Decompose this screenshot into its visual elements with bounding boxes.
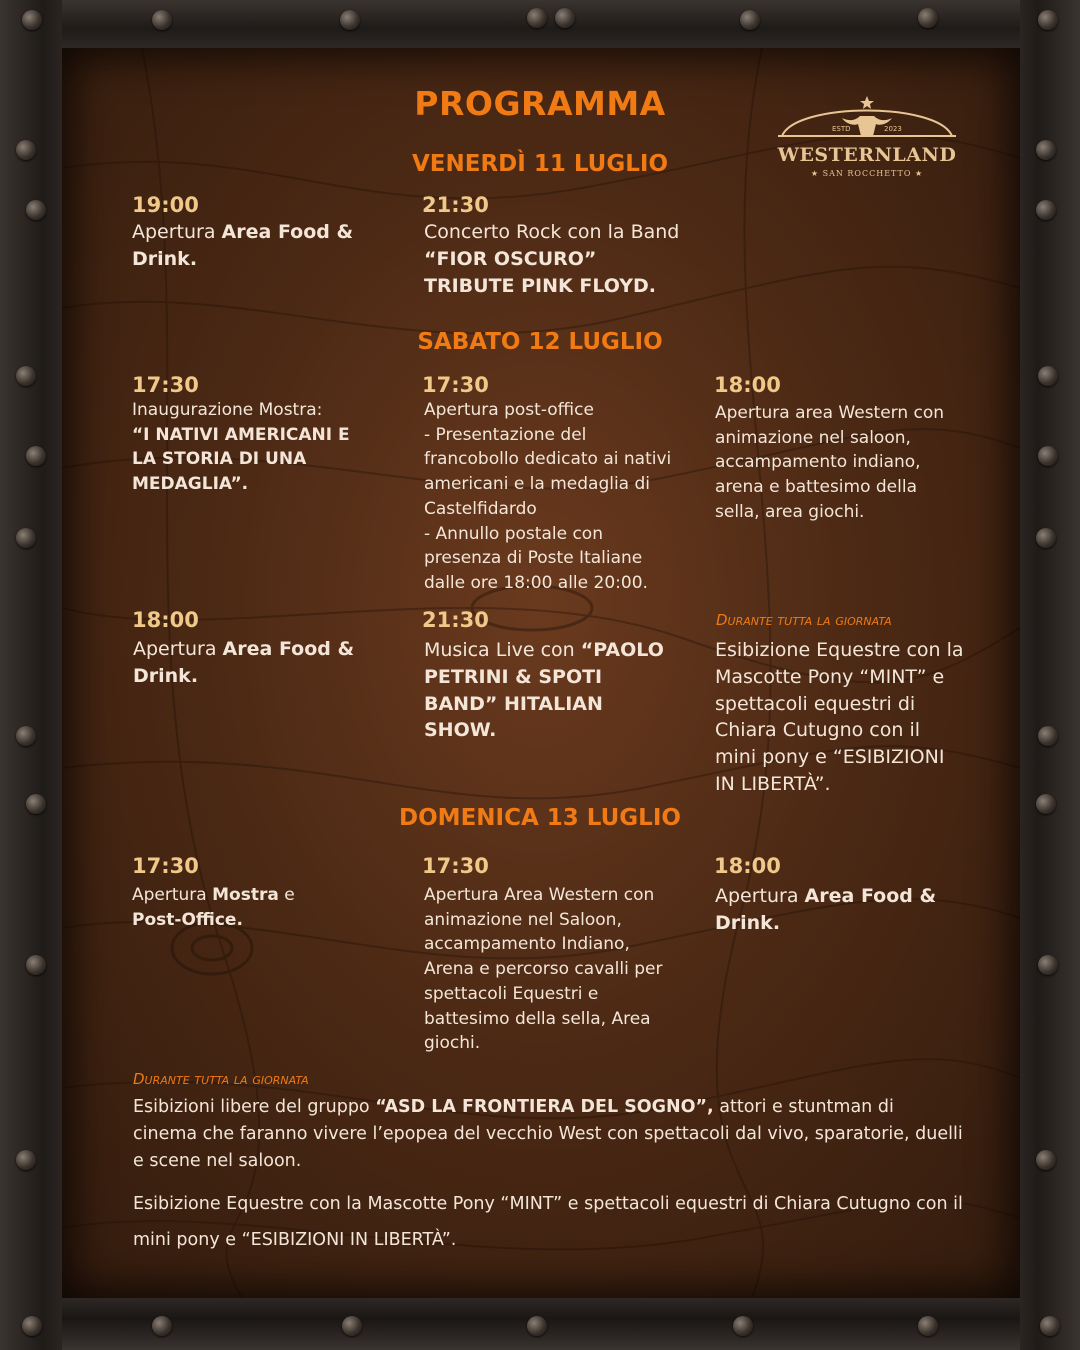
event-description	[132, 219, 362, 273]
event-highlight: TRIBUTE PINK FLOYD.	[424, 274, 656, 297]
event-highlight: Mostra	[212, 885, 279, 905]
event-time: 19:00	[132, 193, 199, 217]
event-text: Apertura	[715, 885, 805, 907]
rivet-icon	[1038, 446, 1058, 466]
all-day-label: Durante tutta la giornata	[133, 1070, 309, 1088]
bull-skull-icon	[776, 92, 958, 152]
rivet-icon	[16, 726, 36, 746]
event-description: Apertura area Western con animazione nel saloon, accampamento indiano, arena e battesimo della sella, area giochi.	[715, 403, 945, 522]
all-day-paragraph	[133, 1094, 963, 1175]
all-day-paragraph: Esibizione Equestre con la Mascotte Pony “MINT” e spettacoli equestri di Chiara Cutugno con il mini pony e “ESIBIZIONI IN LIBERTÀ”.	[133, 1194, 963, 1250]
logo-subtitle: ★ SAN ROCCHETTO ★	[810, 169, 924, 178]
rivet-icon	[1038, 726, 1058, 746]
rivet-icon	[26, 446, 46, 466]
event-description	[132, 883, 362, 932]
event-description	[132, 398, 362, 497]
event-time: 18:00	[714, 854, 781, 878]
event-time: 17:30	[422, 373, 489, 397]
rivet-icon	[733, 1316, 753, 1336]
day-heading-saturday: SABATO 12 LUGLIO	[417, 329, 663, 355]
event-highlight: Area Food & Drink.	[133, 638, 355, 687]
event-text: Concerto Rock con la Band	[424, 221, 680, 243]
rivet-icon	[1036, 1150, 1056, 1170]
event-highlight: Post-Office.	[132, 909, 243, 930]
rivet-icon	[152, 10, 172, 30]
page-title: PROGRAMMA	[414, 84, 666, 123]
event-time: 18:00	[132, 608, 199, 632]
event-description	[133, 636, 363, 690]
paragraph-text: attori e stuntman di cinema che faranno vivere l’epopea del vecchio West con spettacoli dal vivo, sparatorie, duelli e scene nel saloon.	[133, 1097, 963, 1171]
event-description	[424, 637, 674, 744]
event-highlight: “FIOR OSCURO”	[424, 247, 597, 270]
day-heading-friday: VENERDÌ 11 LUGLIO	[411, 151, 668, 177]
rivet-icon	[26, 955, 46, 975]
rivet-icon	[918, 1316, 938, 1336]
rivet-icon	[1038, 955, 1058, 975]
logo-name: WESTERNLAND	[777, 144, 957, 166]
day-heading-sunday: DOMENICA 13 LUGLIO	[399, 805, 681, 831]
event-highlight: Area Food & Drink.	[132, 221, 354, 270]
event-time: 18:00	[714, 373, 781, 397]
event-description	[715, 883, 945, 937]
rivet-icon	[16, 366, 36, 386]
event-highlight: Area Food & Drink.	[715, 885, 937, 934]
event-description	[424, 219, 684, 299]
rivet-icon	[1040, 1316, 1060, 1336]
event-description: Apertura post-office - Presentazione del francobollo dedicato ai nativi americani e la medaglia di Castelfidardo - Annullo postale con presenza di Poste Italiane dalle ore 18:00 alle 20:00.	[424, 400, 672, 593]
event-text: Musica Live con	[424, 639, 581, 661]
paragraph-text: Esibizioni libere del gruppo	[133, 1097, 376, 1117]
paragraph-highlight: “ASD LA FRONTIERA DEL SOGNO”,	[375, 1097, 714, 1117]
event-time: 21:30	[422, 193, 489, 217]
event-text: Apertura	[132, 885, 213, 905]
event-highlight: “I NATIVI AMERICANI E LA STORIA DI UNA MEDAGLIA”.	[132, 424, 350, 495]
event-time: 17:30	[422, 854, 489, 878]
rivet-icon	[527, 1316, 547, 1336]
all-day-label: Durante tutta la giornata	[716, 611, 892, 629]
event-text: Apertura	[132, 221, 222, 243]
event-text: Apertura	[133, 638, 223, 660]
rivet-icon	[26, 200, 46, 220]
rivet-icon	[152, 1316, 172, 1336]
rivet-icon	[555, 8, 575, 28]
event-text: Inaugurazione Mostra:	[132, 400, 323, 420]
event-time: 21:30	[422, 608, 489, 632]
rivet-icon	[342, 1316, 362, 1336]
rivet-icon	[1038, 10, 1058, 30]
rivet-icon	[918, 8, 938, 28]
rivet-icon	[1038, 366, 1058, 386]
event-highlight: “PAOLO PETRINI & SPOTI BAND” HITALIAN SHOW.	[424, 639, 664, 742]
rivet-icon	[340, 10, 360, 30]
event-time: 17:30	[132, 854, 199, 878]
logo-year: 2023	[884, 125, 902, 133]
rivet-icon	[740, 10, 760, 30]
rivet-icon	[22, 1316, 42, 1336]
rivet-icon	[1036, 200, 1056, 220]
rivet-icon	[527, 8, 547, 28]
event-time: 17:30	[132, 373, 199, 397]
rivet-icon	[22, 10, 42, 30]
rivet-icon	[16, 528, 36, 548]
event-description: Esibizione Equestre con la Mascotte Pony “MINT” e spettacoli equestri di Chiara Cutugno con il mini pony e “ESIBIZIONI IN LIBERTÀ”.	[715, 639, 964, 795]
rivet-icon	[1036, 528, 1056, 548]
event-description: Apertura Area Western con animazione nel Saloon, accampamento Indiano, Arena e percorso cavalli per spettacoli Equestri e battesimo della sella, Area giochi.	[424, 885, 663, 1054]
event-text: e	[278, 885, 295, 905]
logo-estd: ESTD	[832, 125, 851, 133]
rivet-icon	[16, 1150, 36, 1170]
